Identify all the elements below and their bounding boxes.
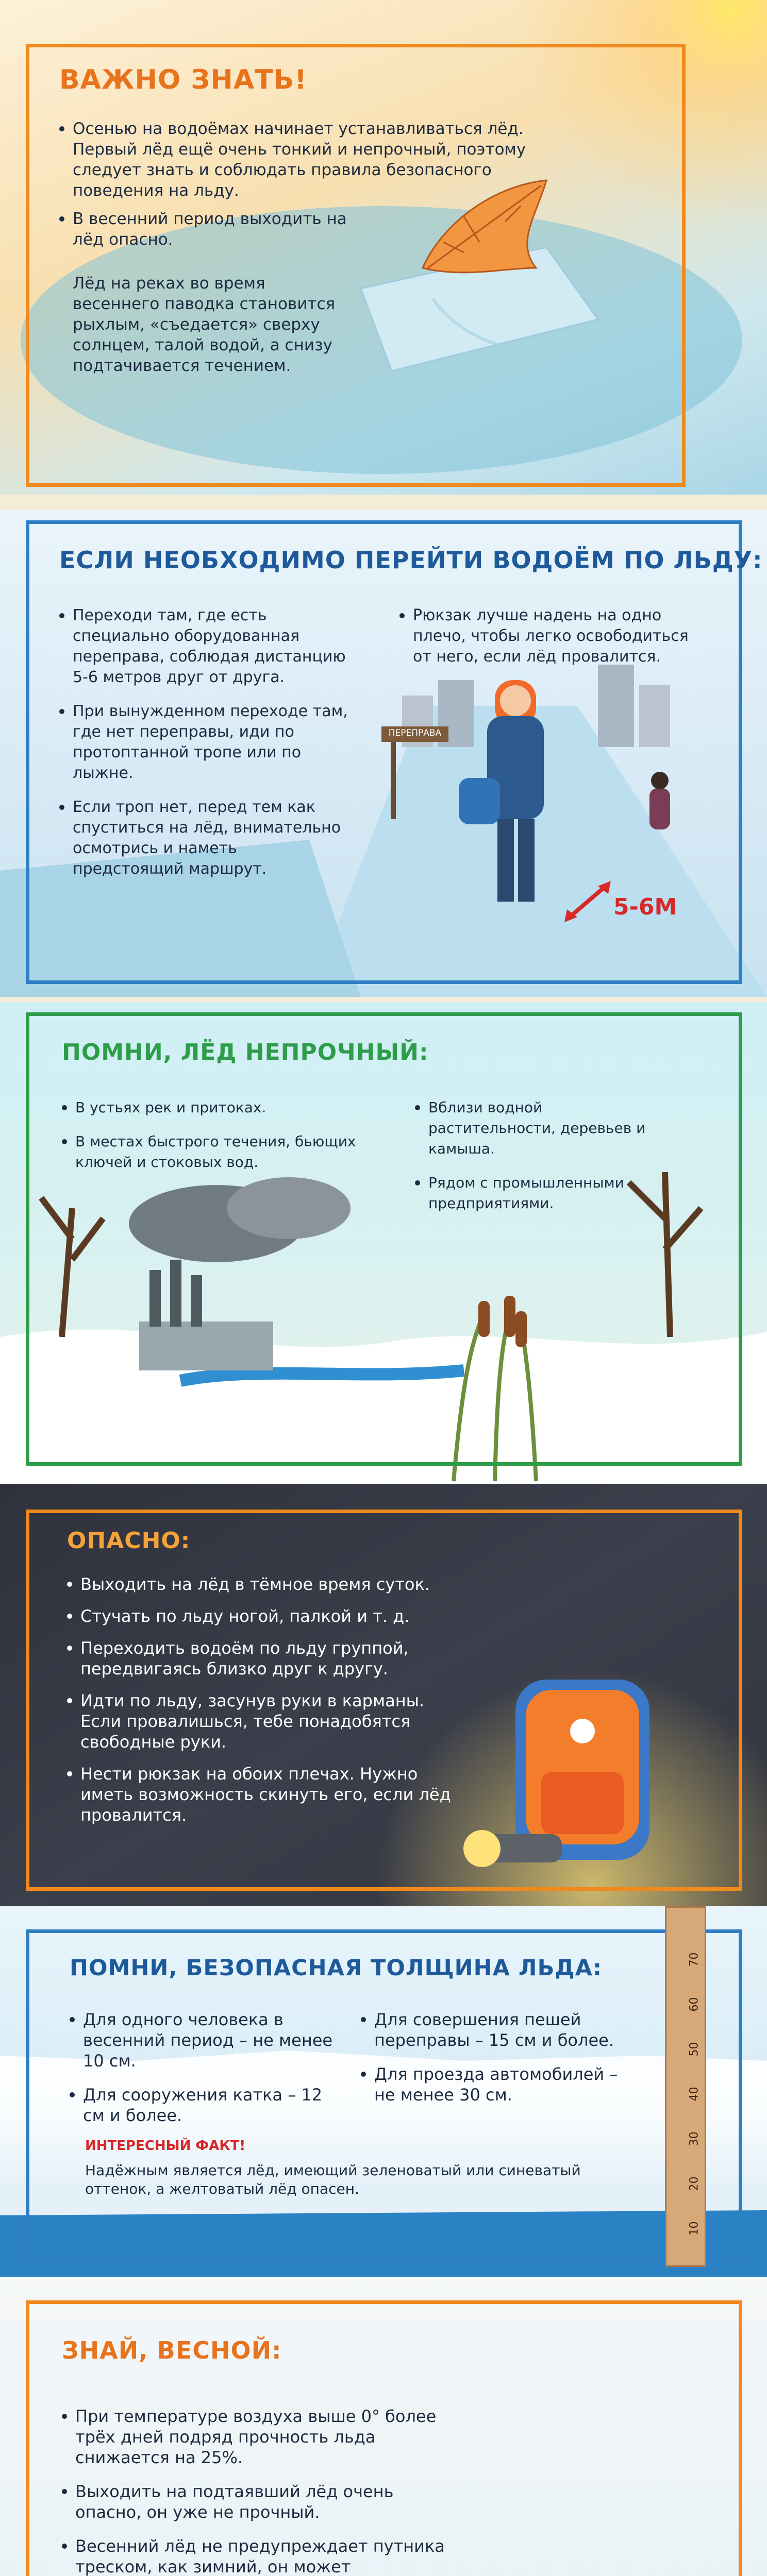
list-item: Идти по льду, засунув руки в карманы. Если провалишься, тебе понадобятся свободные руки. [67, 1690, 469, 1752]
right-list [415, 1097, 673, 1227]
section-title: ВАЖНО ЗНАТЬ! [59, 64, 307, 95]
section-crossing [0, 510, 767, 997]
ruler-mark: 70 [688, 1952, 701, 1967]
paragraph: Осенью на водоёмах начинает устанавливаться лёд. Первый лёд ещё очень тонкий и непрочный, поэтому следует знать и соблюдать правила безопасного поведения на льду. [59, 118, 575, 201]
list-item: В местах быстрого течения, бьющих ключей и стоковых вод. [62, 1131, 371, 1173]
section-title: ОПАСНО: [67, 1528, 191, 1554]
section-important [0, 0, 767, 495]
section-title: ЕСЛИ НЕОБХОДИМО ПЕРЕЙТИ ВОДОЁМ ПО ЛЬДУ: [59, 546, 763, 574]
list-item: Для проезда автомобилей – не менее 30 см. [361, 2064, 629, 2105]
danger-list [67, 1574, 469, 1837]
list-item: Переходи там, где есть специально оборудованная переправа, соблюдая дистанцию 5-6 метров друг от друга. [59, 605, 348, 688]
list-item: Вблизи водной растительности, деревьев и камыша. [415, 1097, 673, 1159]
crossing-sign: ПЕРЕПРАВА [388, 728, 442, 738]
section-title: ПОМНИ, ЛЁД НЕПРОЧНЫЙ: [62, 1039, 429, 1065]
ruler [665, 1906, 706, 2267]
list-item: Весенний лёд не предупреждает путника треском, как зимний, он может [62, 2536, 464, 2576]
list-item: Переходить водоём по льду группой, передвигаясь близко друг к другу. [67, 1638, 469, 1679]
distance-label: 5-6М [613, 894, 677, 920]
section-thickness [0, 1906, 767, 2277]
paragraph: Лёд на реках во время весеннего паводка становится рыхлым, «съедается» сверху солнцем, талой водой, а снизу подтачивается течением. [73, 274, 336, 375]
section-weak-ice [0, 1002, 767, 1484]
frame-green [26, 1012, 742, 1466]
list-item: При температуре воздуха выше 0° более трёх дней подряд прочность льда снижается на 25%. [62, 2406, 464, 2468]
left-list [70, 2009, 338, 2139]
section-spring [0, 2277, 767, 2576]
left-list [59, 605, 348, 893]
list-item: Для сооружения катка – 12 см и более. [70, 2084, 338, 2126]
list-item: Для совершения пешей переправы – 15 см и более. [361, 2009, 629, 2050]
list-item: Рядом с промышленными предприятиями. [415, 1173, 673, 1214]
right-list [361, 2009, 629, 2119]
list-item: Выходить на подтаявший лёд очень опасно, он уже не прочный. [62, 2481, 464, 2522]
spring-list [62, 2406, 464, 2576]
ruler-mark: 50 [688, 2042, 701, 2057]
paragraph: В весенний период выходить на лёд опасно. [59, 209, 348, 250]
ruler-mark: 60 [688, 1997, 701, 2012]
list-item: Если троп нет, перед тем как спуститься на лёд, внимательно осмотрись и наметь предстоящий маршрут. [59, 797, 348, 879]
list-item: Нести рюкзак на обоих плечах. Нужно иметь возможность скинуть его, если лёд провалится. [67, 1764, 469, 1825]
ruler-mark: 10 [688, 2221, 701, 2236]
list-item: В устьях рек и притоках. [62, 1097, 371, 1118]
left-list [62, 1097, 371, 1186]
section-title: ЗНАЙ, ВЕСНОЙ: [62, 2336, 282, 2364]
ruler-mark: 20 [688, 2176, 701, 2191]
section-title: ПОМНИ, БЕЗОПАСНАЯ ТОЛЩИНА ЛЬДА: [70, 1955, 603, 1981]
section-danger [0, 1484, 767, 1906]
list-item: Стучать по льду ногой, палкой и т. д. [67, 1606, 469, 1626]
right-list [399, 605, 709, 681]
leaf-on-ice-illustration [0, 0, 767, 495]
fact-title: ИНТЕРЕСНЫЙ ФАКТ! [85, 2138, 246, 2154]
list-item: При вынужденном переходе там, где нет переправы, иди по протоптанной тропе или по лыжне. [59, 701, 348, 784]
list-item: Для одного человека в весенний период – не менее 10 см. [70, 2009, 338, 2071]
list-item: Выходить на лёд в тёмное время суток. [67, 1574, 469, 1595]
list-item: Рюкзак лучше надень на одно плечо, чтобы легко освободиться от него, если лёд провалится. [399, 605, 709, 667]
ruler-mark: 30 [688, 2131, 701, 2146]
fact-text: Надёжным является лёд, имеющий зеленоватый или синеватый оттенок, а желтоватый лёд опасен. [85, 2162, 581, 2197]
ruler-mark: 40 [688, 2087, 701, 2102]
